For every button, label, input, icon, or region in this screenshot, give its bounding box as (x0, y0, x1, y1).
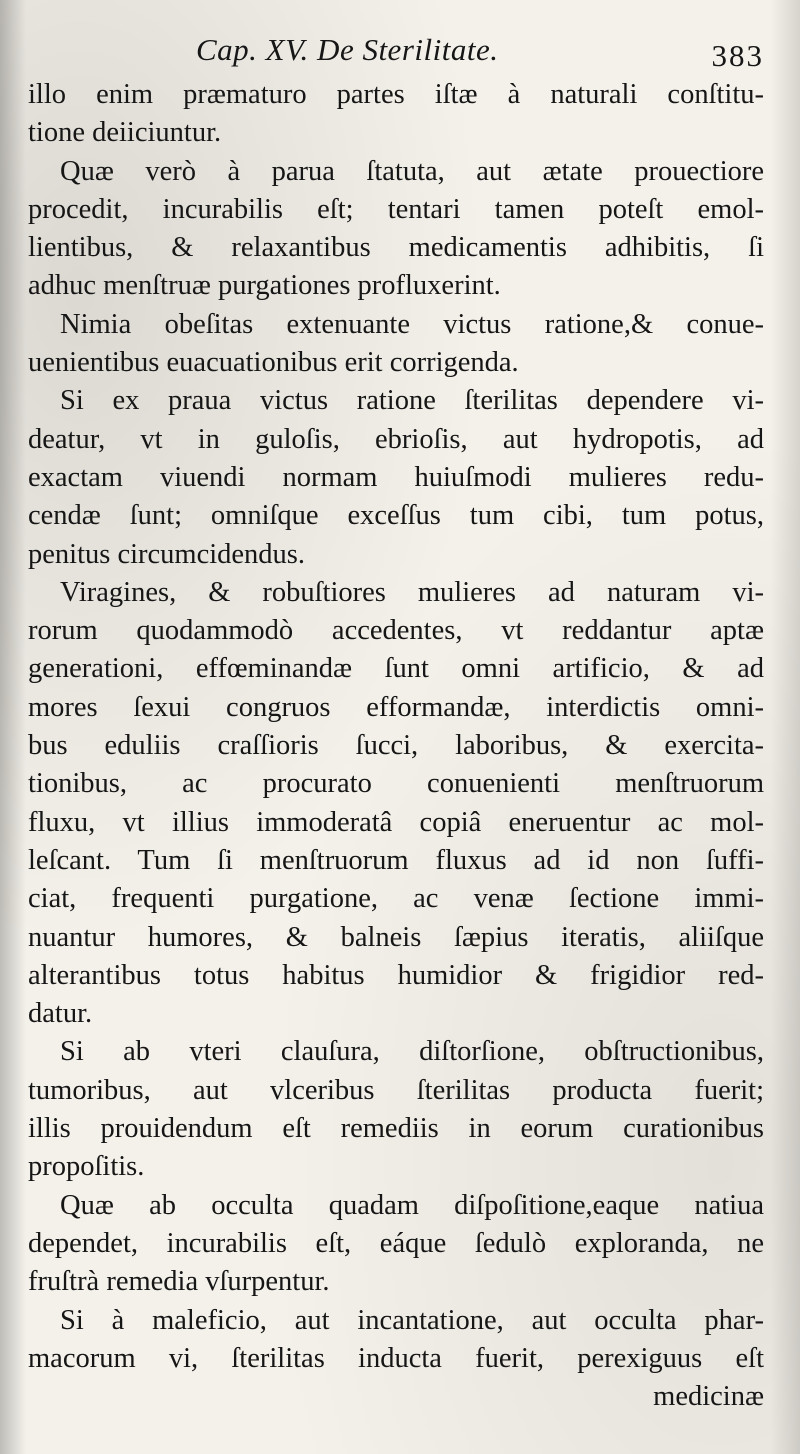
text-line: exactam viuendi normam huiuſmodi mulieres redu- (28, 461, 764, 493)
page-header (0, 30, 800, 80)
catchword: medicinæ (653, 1381, 764, 1413)
text-line: alterantibus totus habitus humidior & frigidior red- (28, 959, 764, 991)
text-line: mores ſexui congruos efformandæ, interdictis omni- (28, 691, 764, 723)
text-line: fruſtrà remedia vſurpentur. (28, 1266, 330, 1298)
text-line: leſcant. Tum ſi menſtruorum fluxus ad id non ſuffi- (28, 844, 764, 876)
page-number: 383 (711, 38, 764, 73)
text-line: dependet, incurabilis eſt, eáque ſedulò exploranda, ne (28, 1227, 764, 1259)
text-line: tionibus, ac procurato conuenienti menſtruorum (28, 768, 764, 800)
paragraph-start-line: Quæ ab occulta quadam diſpoſitione,eaque natiua (60, 1189, 764, 1221)
text-line: nuantur humores, & balneis ſæpius iteratis, aliiſque (28, 921, 764, 953)
text-line: illo enim præmaturo partes iſtæ à naturali conſtitu- (28, 79, 764, 110)
text-line: propoſitis. (28, 1151, 145, 1183)
text-line: illis prouidendum eſt remediis in eorum curationibus (28, 1113, 764, 1145)
text-line: cendæ ſunt; omniſque exceſſus tum cibi, tum potus, (28, 500, 764, 532)
text-line: rorum quodammodò accedentes, vt reddantur aptæ (28, 615, 764, 647)
text-line: datur. (28, 998, 93, 1030)
paragraph-start-line: Si ab vteri clauſura, diſtorſione, obſtructionibus, (60, 1036, 764, 1068)
text-line: tione deiiciuntur. (28, 117, 222, 149)
text-line: ciat, frequenti purgatione, ac venæ ſectione immi- (28, 883, 764, 915)
text-line: fluxu, vt illius immoderatâ copiâ eneruentur ac mol- (28, 806, 764, 838)
paragraph-start-line: Viragines, & robuſtiores mulieres ad naturam vi- (60, 576, 764, 608)
text-line: procedit, incurabilis eſt; tentari tamen poteſt emol- (28, 193, 764, 225)
text-line: tumoribus, aut vlceribus ſterilitas producta fuerit; (28, 1074, 764, 1106)
text-line: bus eduliis craſſioris ſucci, laboribus, & exercita- (28, 730, 764, 762)
text-line: lientibus, & relaxantibus medicamentis adhibitis, ſi (28, 232, 764, 264)
text-line: deatur, vt in guloſis, ebrioſis, aut hydropotis, ad (28, 423, 764, 455)
paragraph-start-line: Quæ verò à parua ſtatuta, aut ætate prouectiore (60, 155, 764, 187)
paragraph-start-line: Si ex praua victus ratione ſterilitas dependere vi- (60, 385, 764, 417)
text-line: uenientibus euacuationibus erit corrigenda. (28, 347, 519, 379)
text-line: penitus circumcidendus. (28, 538, 306, 570)
text-line: generationi, effœminandæ ſunt omni artificio, & ad (28, 653, 764, 685)
paragraph-start-line: Nimia obeſitas extenuante victus ratione,& conue- (60, 308, 764, 340)
text-line: adhuc menſtruæ purgationes profluxerint. (28, 270, 501, 302)
paragraph-start-line: Si à maleficio, aut incantatione, aut occulta phar- (60, 1304, 764, 1336)
text-line: macorum vi, ſterilitas inducta fuerit, perexiguus eſt (28, 1342, 764, 1374)
body-text (28, 76, 764, 1416)
running-head: Cap. XV. De Sterilitate. (196, 32, 499, 67)
